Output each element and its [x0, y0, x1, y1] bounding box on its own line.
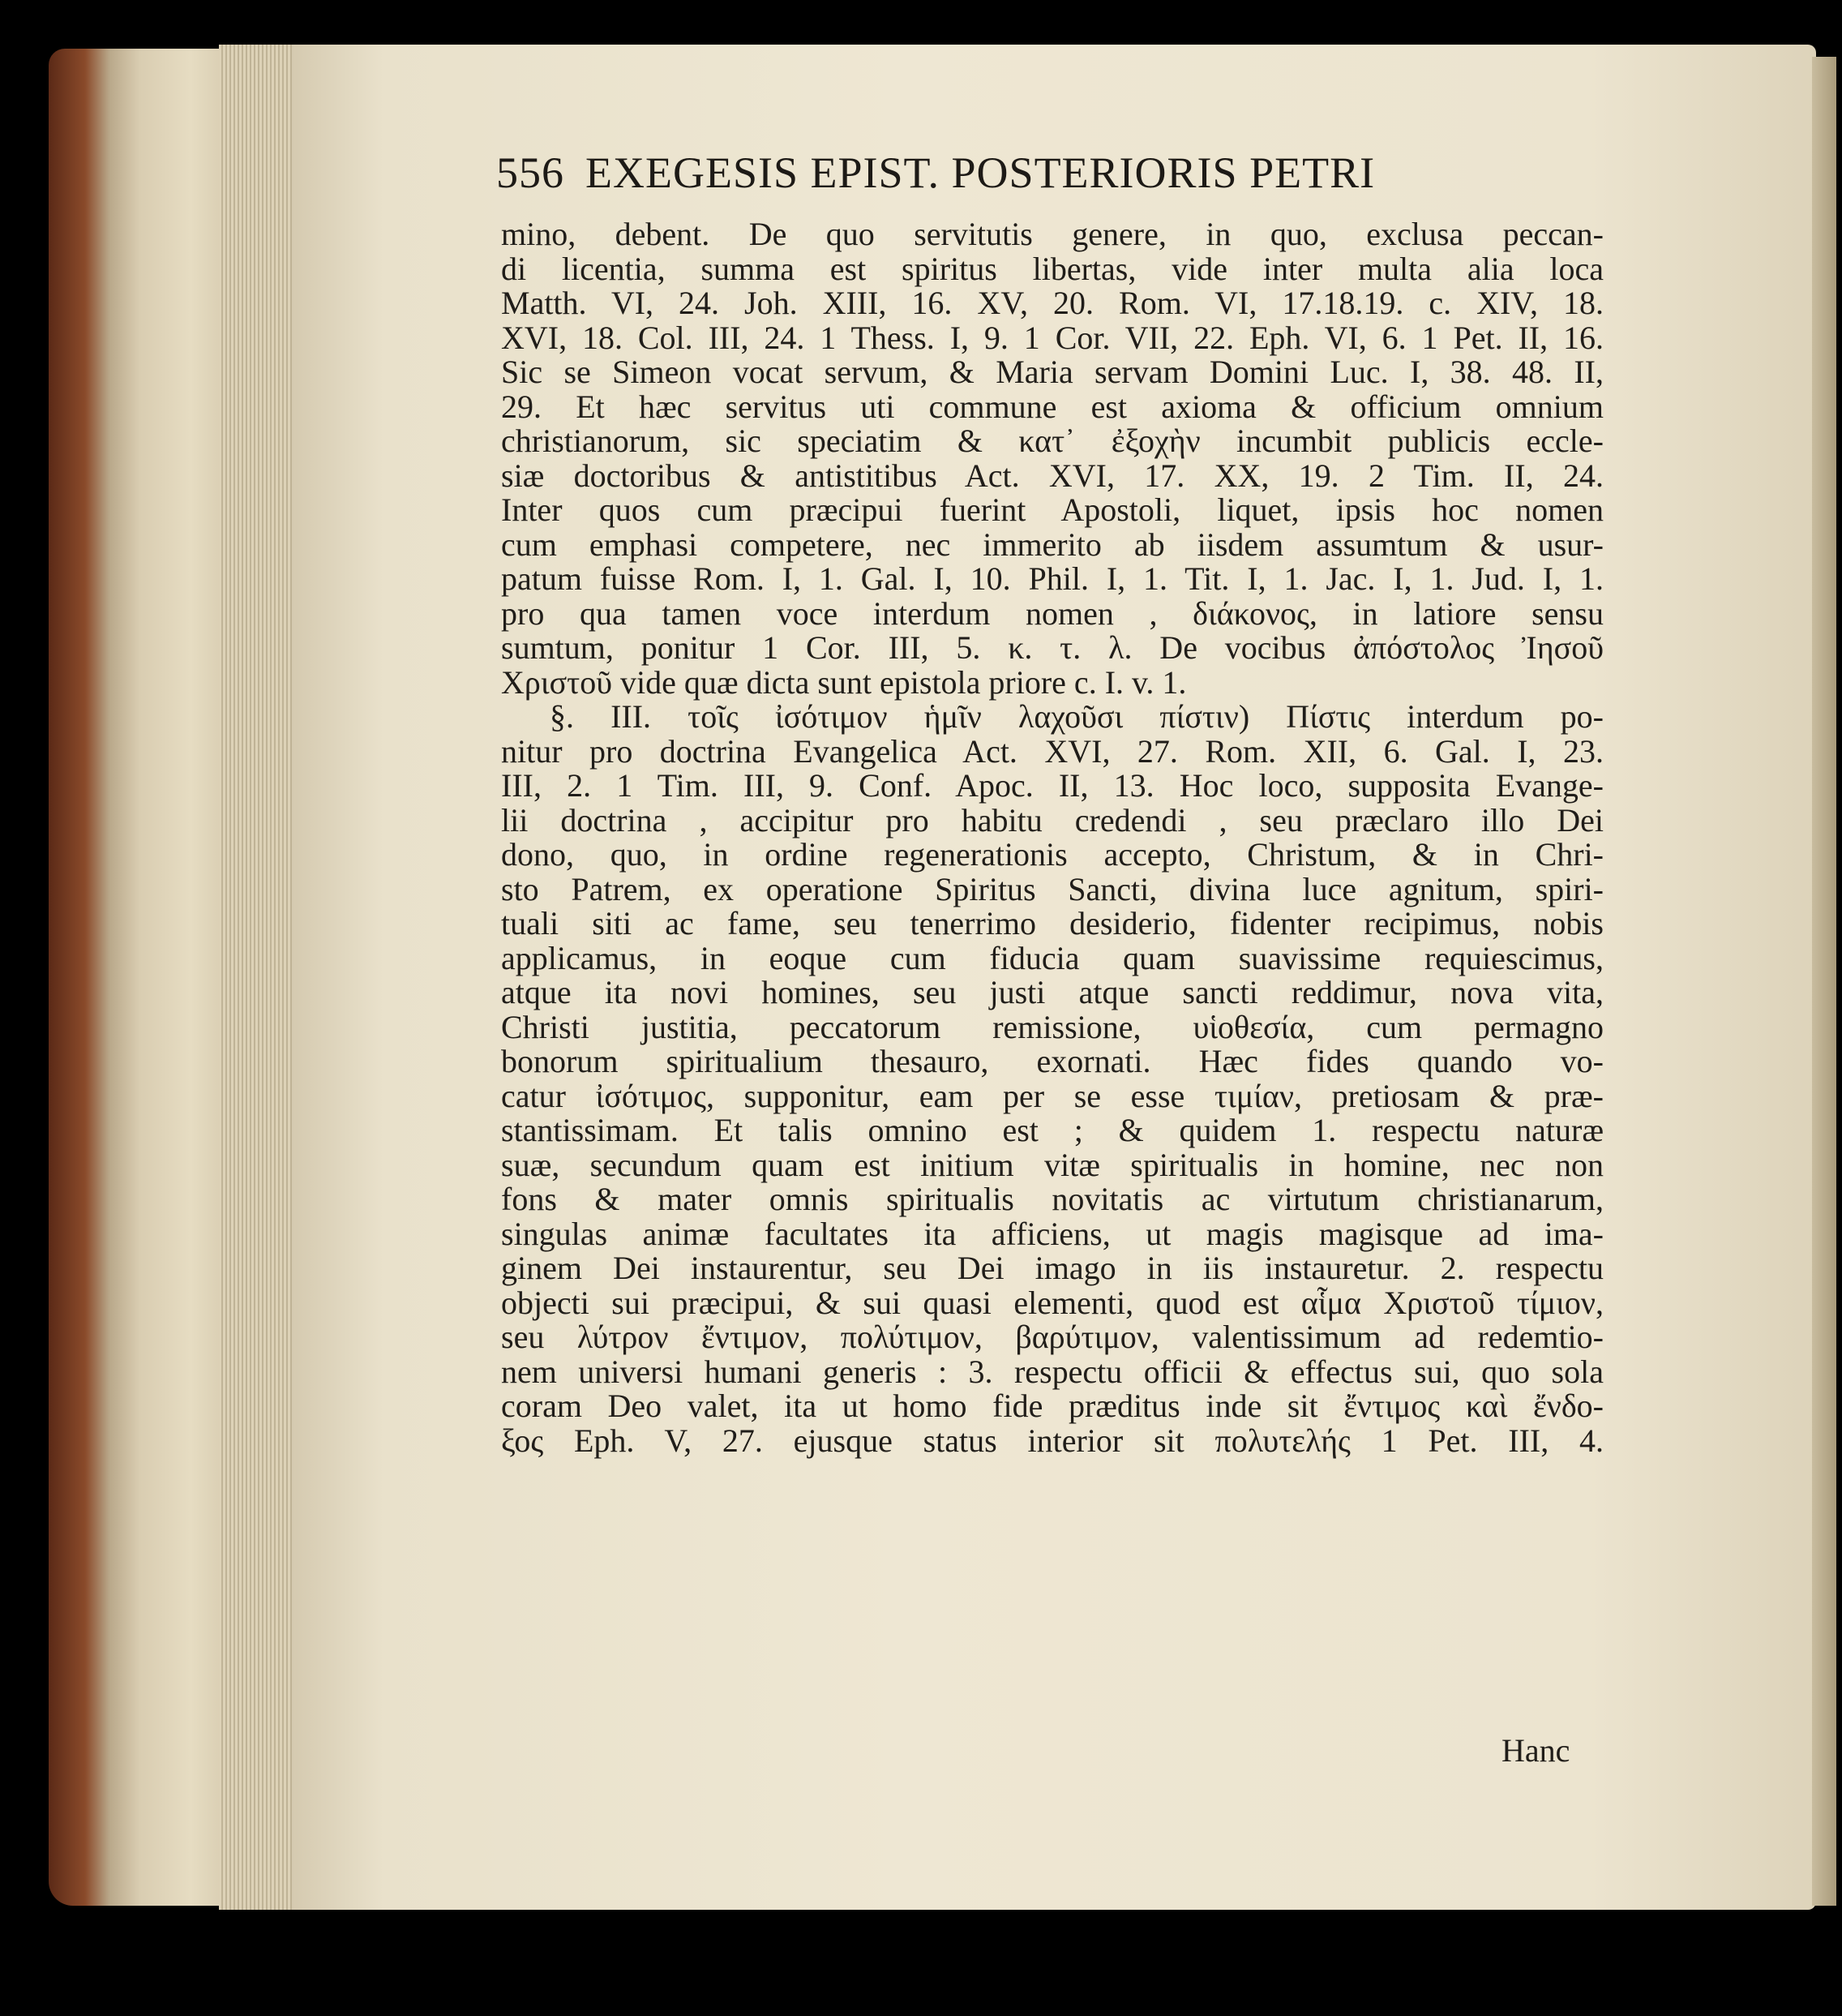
text-line: nitur pro doctrina Evangelica Act. XVI, 27. Rom. XII, 6. Gal. I, 23.	[501, 732, 1604, 770]
text-line: III, 2. 1 Tim. III, 9. Conf. Apoc. II, 13. Hoc loco, supposita Evange-	[501, 767, 1604, 804]
text-line: dono, quo, in ordine regenerationis accepto, Christum, & in Chri-	[501, 836, 1604, 873]
text-line: Inter quos cum præcipui fuerint Apostoli, liquet, ipsis hoc nomen	[501, 491, 1604, 528]
text-line: suæ, secundum quam est initium vitæ spiritualis in homine, nec non	[501, 1146, 1604, 1183]
text-line: stantissimam. Et talis omnino est ; & quidem 1. respectu naturæ	[501, 1112, 1604, 1148]
text-line: Sic se Simeon vocat servum, & Maria servam Domini Luc. I, 38. 48. II,	[501, 354, 1604, 390]
text-line: atque ita novi homines, seu justi atque sancti reddimur, nova vita,	[501, 974, 1604, 1010]
text-line: sto Patrem, ex operatione Spiritus Sancti, divina luce agnitum, spiri-	[501, 870, 1604, 907]
text-line: di licentia, summa est spiritus libertas, vide inter multa alia loca	[501, 250, 1604, 287]
text-line: pro qua tamen voce interdum nomen , διάκονος, in latiore sensu	[501, 594, 1604, 632]
page-number: 556	[496, 148, 564, 197]
text-line: mino, debent. De quo servitutis genere, in quo, exclusa peccan-	[501, 216, 1604, 252]
text-line: tuali siti ac fame, seu tenerrimo desiderio, fidenter recipimus, nobis	[501, 905, 1604, 942]
facing-page-edge	[1812, 57, 1836, 1906]
text-line: Χριστοῦ vide quæ dicta sunt epistola priore c. I. v. 1.	[501, 663, 1187, 701]
text-line: seu λύτρον ἔντιμον, πολύτιμον, βαρύτιμον, valentissimum ad redemtio-	[501, 1319, 1604, 1355]
text-line: sumtum, ponitur 1 Cor. III, 5. κ. τ. λ. De vocibus ἀπόστολος Ἰησοῦ	[501, 629, 1604, 666]
text-line: objecti sui præcipui, & sui quasi elementi, quod est αἷμα Χριστοῦ τίμιον,	[501, 1284, 1604, 1321]
running-title: EXEGESIS EPIST. POSTERIORIS PETRI	[585, 148, 1376, 197]
text-line: patum fuisse Rom. I, 1. Gal. I, 10. Phil. I, 1. Tit. I, 1. Jac. I, 1. Jud. I, 1.	[501, 560, 1604, 597]
text-line: singulas animæ facultates ita afficiens, ut magis magisque ad ima-	[501, 1215, 1604, 1252]
text-line: bonorum spiritualium thesauro, exornati. Hæc fides quando vo-	[501, 1043, 1604, 1079]
text-line: 29. Et hæc servitus uti commune est axioma & officium omnium	[501, 388, 1604, 425]
running-header	[496, 148, 1615, 198]
text-line: lii doctrina , accipitur pro habitu credendi , seu præclaro illo Dei	[501, 801, 1604, 839]
catchword: Hanc	[1501, 1732, 1570, 1769]
text-line: applicamus, in eoque cum fiducia quam suavissime requiescimus,	[501, 939, 1604, 976]
text-line: ginem Dei instaurentur, seu Dei imago in iis instauretur. 2. respectu	[501, 1250, 1604, 1286]
text-line: christianorum, sic speciatim & κατ᾽ ἐξοχὴν incumbit publicis eccle-	[501, 423, 1604, 459]
text-line: ξος Eph. V, 27. ejusque status interior sit πολυτελής 1 Pet. III, 4.	[501, 1422, 1604, 1459]
text-line: §. III. τοῖς ἰσότιμον ἡμῖν λαχοῦσι πίστιν) Πίστις interdum po-	[550, 698, 1604, 735]
text-line: coram Deo valet, ita ut homo fide præditus inde sit ἔντιμος καὶ ἔνδο-	[501, 1388, 1604, 1424]
text-line: Christi justitia, peccatorum remissione, υἱοθεσία, cum permagno	[501, 1008, 1604, 1045]
text-line: siæ doctoribus & antistitibus Act. XVI, 17. XX, 19. 2 Tim. II, 24.	[501, 457, 1604, 494]
text-line: cum emphasi competere, nec immerito ab iisdem assumtum & usur-	[501, 525, 1604, 563]
text-line: catur ἰσότιμος, supponitur, eam per se esse τιμίαν, pretiosam & præ-	[501, 1077, 1604, 1114]
body-text	[501, 217, 1604, 1458]
text-line: Matth. VI, 24. Joh. XIII, 16. XV, 20. Rom. VI, 17.18.19. c. XIV, 18.	[501, 285, 1604, 321]
text-line: nem universi humani generis : 3. respectu officii & effectus sui, quo sola	[501, 1353, 1604, 1390]
text-line: XVI, 18. Col. III, 24. 1 Thess. I, 9. 1 Cor. VII, 22. Eph. VI, 6. 1 Pet. II, 16.	[501, 319, 1604, 356]
text-line: fons & mater omnis spiritualis novitatis ac virtutum christianarum,	[501, 1181, 1604, 1217]
